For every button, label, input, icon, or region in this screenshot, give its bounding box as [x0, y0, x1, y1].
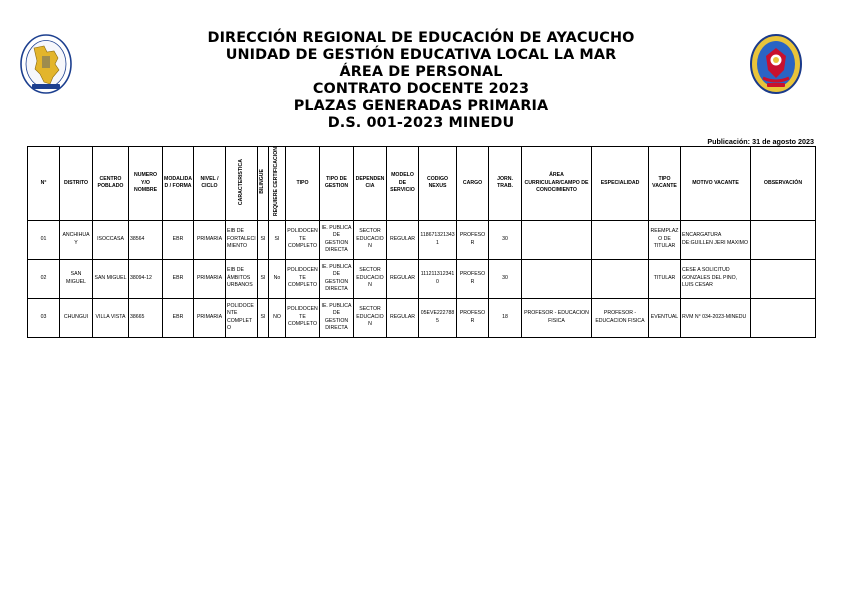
cell-observation [751, 259, 816, 298]
vacancies-table [27, 146, 816, 338]
title-line: D.S. 001-2023 MINEDU [327, 115, 515, 131]
ugel-la-mar-logo [750, 34, 802, 94]
cell-observation [751, 220, 816, 259]
cell-service-model: REGULAR [387, 298, 419, 337]
cell-hours: 30 [489, 259, 522, 298]
col-header: JORN. TRAB. [489, 147, 522, 221]
cell-certification: No [269, 259, 286, 298]
title-line: PLAZAS GENERADAS PRIMARIA [293, 98, 549, 114]
cell-hours: 18 [489, 298, 522, 337]
cell-district: SAN MIGUEL [60, 259, 93, 298]
cell-area: PROFESOR - EDUCACION FISICA [522, 298, 592, 337]
cell-specialty [592, 259, 649, 298]
cell-town: VILLA VISTA [93, 298, 129, 337]
cell-vacancy-type: EVENTUAL [649, 298, 681, 337]
col-header: CODIGO NEXUS [419, 147, 457, 221]
col-header: TIPO DE GESTION [320, 147, 354, 221]
cell-number: 03 [28, 298, 60, 337]
cell-district: ANCHIHUAY [60, 220, 93, 259]
cell-characteristic: EIB DE ÁMBITOS URBANOS [226, 259, 258, 298]
cell-school: 38564 [129, 220, 163, 259]
col-header: MODELO DE SERVICIO [387, 147, 419, 221]
cell-observation [751, 298, 816, 337]
cell-type: POLIDOCENTE COMPLETO [286, 298, 320, 337]
table-row [28, 220, 816, 259]
cell-level: PRIMARIA [194, 259, 226, 298]
cell-level: PRIMARIA [194, 220, 226, 259]
cell-number: 01 [28, 220, 60, 259]
cell-area [522, 259, 592, 298]
cell-management: IE. PUBLICA DE GESTION DIRECTA [320, 259, 354, 298]
cell-characteristic: EIB DE FORTALECIMIENTO [226, 220, 258, 259]
cell-specialty [592, 220, 649, 259]
cell-specialty: PROFESOR - EDUCACION FISICA [592, 298, 649, 337]
cell-town: ISOCCASA [93, 220, 129, 259]
col-header: TIPO [286, 147, 320, 221]
cell-dependency: SECTOR EDUCACION [354, 259, 387, 298]
col-header: CARGO [457, 147, 489, 221]
cell-position: PROFESOR [457, 298, 489, 337]
col-header: MOTIVO VACANTE [681, 147, 751, 221]
col-header: NIVEL / CICLO [194, 147, 226, 221]
cell-nexus-code: 1186713213431 [419, 220, 457, 259]
table-row [28, 259, 816, 298]
cell-level: PRIMARIA [194, 298, 226, 337]
cell-dependency: SECTOR EDUCACION [354, 220, 387, 259]
col-header: ESPECIALIDAD [592, 147, 649, 221]
col-header: REQUIERE CERTIFICACION [269, 147, 286, 221]
cell-position: PROFESOR [457, 259, 489, 298]
cell-modality: EBR [163, 298, 194, 337]
cell-type: POLIDOCENTE COMPLETO [286, 259, 320, 298]
cell-area [522, 220, 592, 259]
cell-nexus-code: 1112113123410 [419, 259, 457, 298]
cell-district: CHUNGUI [60, 298, 93, 337]
col-header: TIPO VACANTE [649, 147, 681, 221]
cell-number: 02 [28, 259, 60, 298]
cell-bilingual: SI [258, 259, 269, 298]
cell-characteristic: POLIDOCENTE COMPLETO [226, 298, 258, 337]
document-titles [150, 30, 692, 132]
title-line: UNIDAD DE GESTIÓN EDUCATIVA LOCAL LA MAR [225, 47, 617, 63]
cell-vacancy-reason: RVM N° 034-2023-MINEDU [681, 298, 751, 337]
col-header: ÁREA CURRICULAR/CAMPO DE CONOCIMIENTO [522, 147, 592, 221]
cell-position: PROFESOR [457, 220, 489, 259]
col-header: BILINGUE [258, 147, 269, 221]
col-header: OBSERVACIÓN [751, 147, 816, 221]
cell-hours: 30 [489, 220, 522, 259]
table-row [28, 298, 816, 337]
col-header: NUMERO Y/O NOMBRE [129, 147, 163, 221]
cell-service-model: REGULAR [387, 259, 419, 298]
cell-bilingual: SI [258, 298, 269, 337]
publication-date: Publicación: 31 de agosto 2023 [707, 137, 814, 146]
col-header: CENTRO POBLADO [93, 147, 129, 221]
table-header-row [28, 147, 816, 221]
cell-town: SAN MIGUEL [93, 259, 129, 298]
col-header: CARACTERISTICA [226, 147, 258, 221]
cell-certification: NO [269, 298, 286, 337]
cell-school: 38094-12 [129, 259, 163, 298]
col-header: MODALIDAD / FORMA [163, 147, 194, 221]
cell-management: IE. PUBLICA DE GESTION DIRECTA [320, 220, 354, 259]
col-header: N° [28, 147, 60, 221]
cell-vacancy-reason: CESE A SOLICITUD GONZALES DEL PINO, LUIS CESAR [681, 259, 751, 298]
cell-service-model: REGULAR [387, 220, 419, 259]
title-line: DIRECCIÓN REGIONAL DE EDUCACIÓN DE AYACUCHO [207, 30, 635, 46]
cell-nexus-code: 05EVE2227885 [419, 298, 457, 337]
cell-modality: EBR [163, 259, 194, 298]
cell-certification: SI [269, 220, 286, 259]
title-line: ÁREA DE PERSONAL [339, 64, 503, 80]
col-header: DEPENDENCIA [354, 147, 387, 221]
cell-type: POLIDOCENTE COMPLETO [286, 220, 320, 259]
cell-dependency: SECTOR EDUCACION [354, 298, 387, 337]
cell-bilingual: SI [258, 220, 269, 259]
title-line: CONTRATO DOCENTE 2023 [312, 81, 530, 97]
cell-vacancy-type: REEMPLAZO DE TITULAR [649, 220, 681, 259]
cell-school: 38665 [129, 298, 163, 337]
cell-vacancy-reason: ENCARGATURA DE:GUILLEN JERI MAXIMO [681, 220, 751, 259]
cell-vacancy-type: TITULAR [649, 259, 681, 298]
cell-modality: EBR [163, 220, 194, 259]
cell-management: IE. PUBLICA DE GESTION DIRECTA [320, 298, 354, 337]
drea-logo [20, 34, 72, 94]
col-header: DISTRITO [60, 147, 93, 221]
